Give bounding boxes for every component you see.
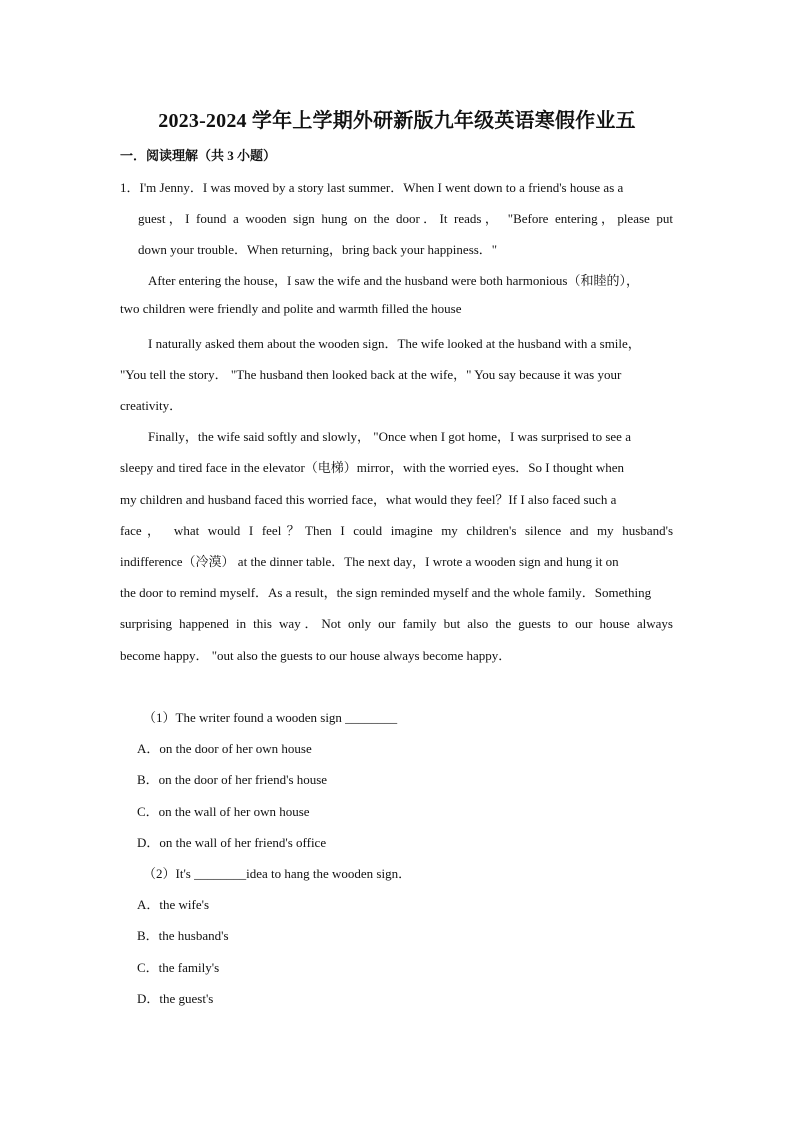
answer-option: A．the wife's (137, 897, 210, 912)
passage-line: I naturally asked them about the wooden sign．The wife looked at the husband with a smile， (148, 336, 641, 351)
passage-line: Finally，the wife said softly and slowly， "Once when I got home，I was surprised to see a (148, 429, 631, 444)
answer-option: C．on the wall of her own house (137, 804, 310, 819)
passage-line: creativity． (120, 398, 183, 413)
answer-option: D．the guest's (137, 991, 214, 1006)
passage-line: guest，I found a wooden sign hung on the door．It reads， "Before entering，please put (138, 211, 673, 226)
passage-line: 1．I'm Jenny．I was moved by a story last summer．When I went down to a friend's house as a (120, 180, 624, 195)
answer-option: B．the husband's (137, 928, 229, 943)
passage-line: sleepy and tired face in the elevator（电梯）mirror，with the worried eyes．So I thought when (120, 460, 624, 475)
passage-line: indifference（冷漠） at the dinner table．The next day，I wrote a wooden sign and hung it on (120, 554, 619, 569)
passage-line: the door to remind myself．As a result，the sign reminded myself and the whole family．Something (120, 585, 652, 600)
question-stem: （1）The writer found a wooden sign ________ (143, 710, 398, 725)
passage-line: become happy． "out also the guests to our house always become happy． (120, 648, 512, 663)
section-heading: 一．阅读理解（共 3 小题） (120, 148, 277, 163)
answer-option: C．the family's (137, 960, 220, 975)
answer-option: D．on the wall of her friend's office (137, 835, 327, 850)
document-title: 2023-2024 学年上学期外研新版九年级英语寒假作业五 (158, 110, 636, 132)
passage-line: two children were friendly and polite and warmth filled the house (120, 301, 462, 316)
passage-line: After entering the house，I saw the wife and the husband were both harmonious（和睦的）， (148, 273, 639, 288)
passage-line: down your trouble．When returning，bring back your happiness．" (138, 242, 498, 257)
question-stem: （2）It's ________idea to hang the wooden sign． (143, 866, 412, 881)
passage-line: "You tell the story． "The husband then looked back at the wife，" You say because it was your (120, 367, 622, 382)
answer-option: B．on the door of her friend's house (137, 772, 328, 787)
passage-line: face， what would I feel？Then I could imagine my children's silence and my husband's (120, 523, 673, 538)
passage-line: my children and husband faced this worried face，what would they feel？If I also faced such a (120, 492, 617, 507)
answer-option: A．on the door of her own house (137, 741, 312, 756)
passage-line: surprising happened in this way．Not only our family but also the guests to our house always (120, 616, 673, 631)
